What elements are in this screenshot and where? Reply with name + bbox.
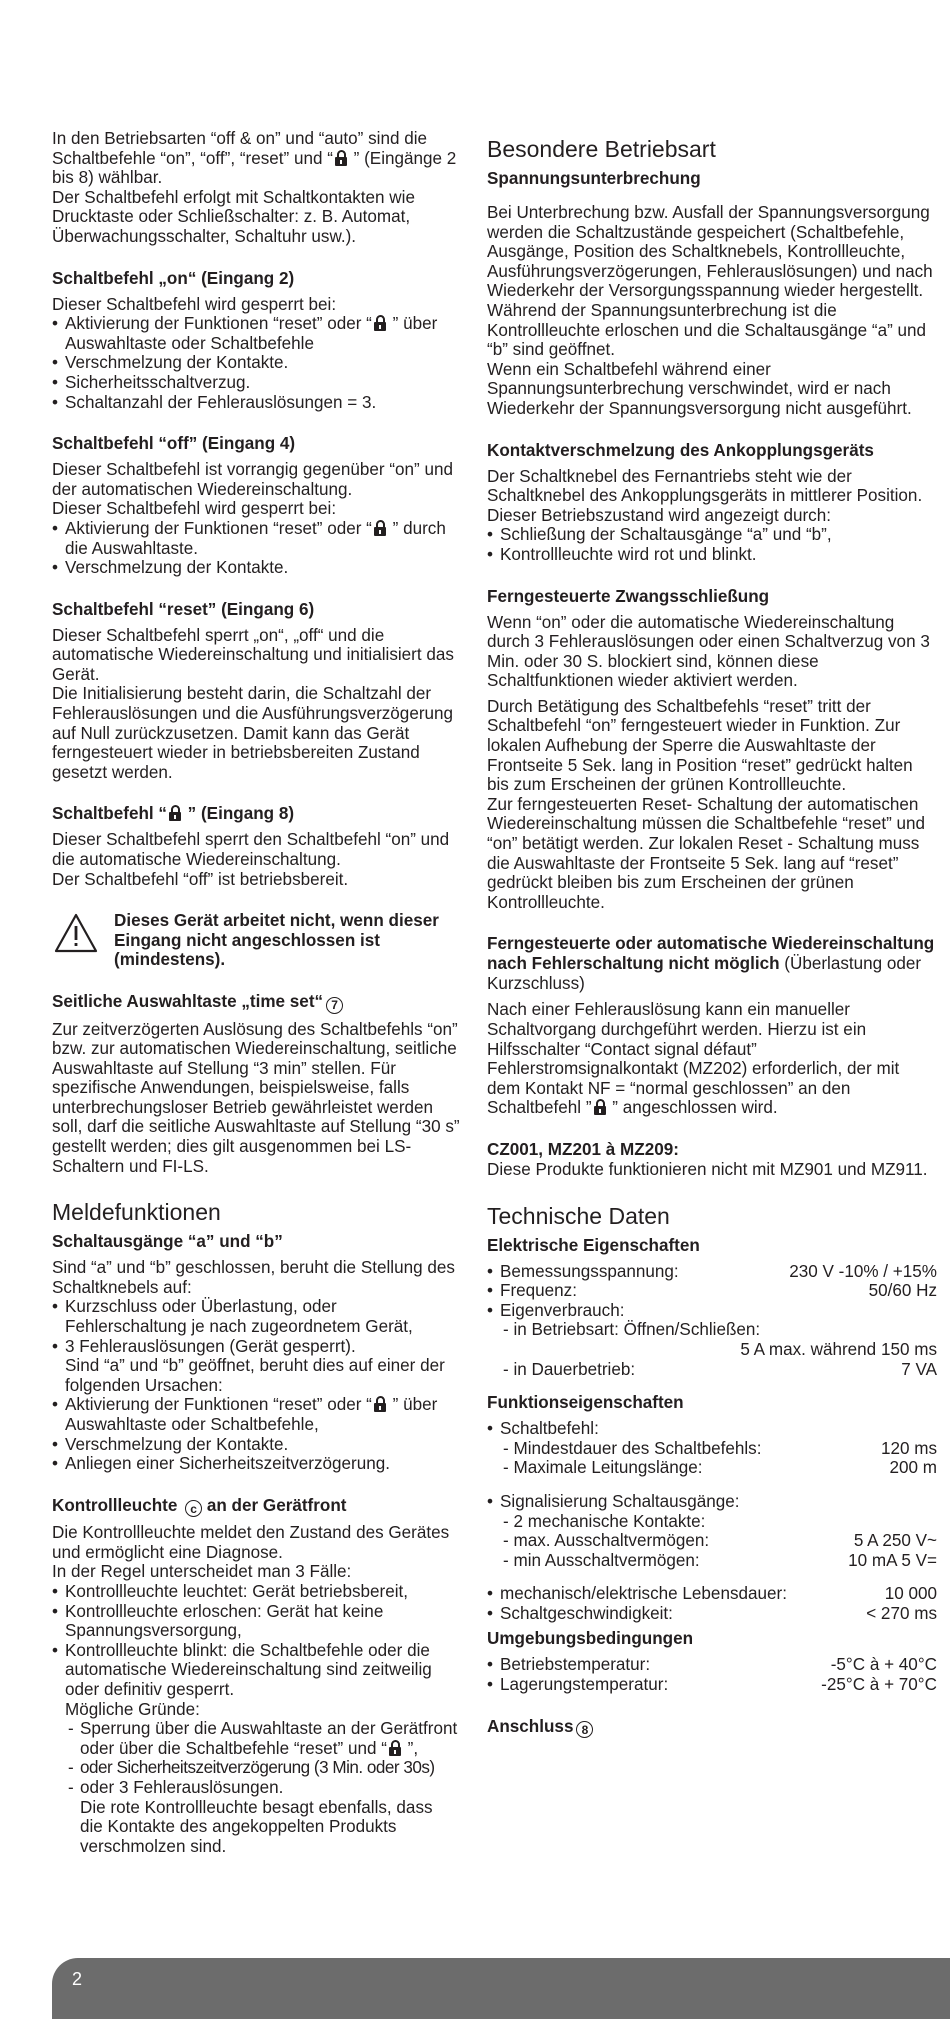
spec-row: - min Ausschaltvermögen: 10 mA 5 V= xyxy=(503,1550,937,1570)
off-list xyxy=(52,519,460,578)
spec-row: • Lagerungstemperatur: -25°C à + 70°C xyxy=(487,1675,937,1695)
lock-icon xyxy=(594,1099,606,1115)
zwang-text-2: Durch Betätigung des Schaltbefehls “reset” tritt der Schaltbefehl “on” ferngesteuert wieder in Funktion. Zur lokalen Aufhebung der Sperre die Auswahltaste der Frontseite 5 Sek. lang in Position “reset” gedrückt halten bis zum Erscheinen der grünen Kontrollleuchte. xyxy=(487,696,913,795)
kontakt-text-2: Dieser Betriebszustand wird angezeigt durch: xyxy=(487,505,831,525)
left-column xyxy=(52,129,460,1856)
spec-row: • Eigenverbrauch: xyxy=(487,1301,937,1321)
list-item: • Aktivierung der Funktionen “reset” oder “ ” über Auswahltaste oder Schaltbefehle, xyxy=(52,1395,460,1434)
page-footer xyxy=(52,1958,950,2019)
page-number: 2 xyxy=(72,1969,83,1989)
list-item: • Schaltanzahl der Fehlerauslösungen = 3. xyxy=(52,393,460,413)
warning-box xyxy=(52,911,460,970)
list-item: • 3 Fehlerauslösungen (Gerät gesperrt). Sind “a” und “b” geöffnet, beruht dies auf einer der folgenden Ursachen: xyxy=(52,1337,460,1396)
callout-letter: c xyxy=(185,1500,202,1517)
list-item: - oder Sicherheitszeitverzögerung (3 Min. oder 30s) xyxy=(68,1758,460,1778)
lock-icon xyxy=(335,150,347,166)
list-item: • Kurzschluss oder Überlastung, oder Fehlerschaltung je nach zugeordnetem Gerät, xyxy=(52,1297,460,1336)
on-list xyxy=(52,314,460,412)
lock-icon xyxy=(374,315,386,331)
off-text-2: Dieser Schaltbefehl wird gesperrt bei: xyxy=(52,499,337,519)
intro-text-2: Der Schaltbefehl erfolgt mit Schaltkontakten wie Drucktaste oder Schließschalter: z. B. Automat, Überwachungsschalter, Schaltuhr usw.). xyxy=(52,187,415,246)
spec-row: • Betriebstemperatur: -5°C à + 40°C xyxy=(487,1655,937,1675)
warning-triangle-icon xyxy=(54,913,98,953)
list-item: • Verschmelzung der Kontakte. xyxy=(52,558,460,578)
spec-row: - 2 mechanische Kontakte: xyxy=(503,1511,706,1531)
heading-meldefunktionen: Meldefunktionen xyxy=(52,1199,221,1226)
spec-row: • mechanisch/elektrische Lebensdauer: 10 000 xyxy=(487,1584,937,1604)
list-item: • Kontrollleuchte blinkt: die Schaltbefehle oder die automatische Wiedereinschaltung sind zeitweilig oder definitiv gesperrt. Mögliche Gründe: xyxy=(52,1641,460,1719)
section-title-on: Schaltbefehl „on“ (Eingang 2) xyxy=(52,268,295,288)
zwang-text-3: Zur ferngesteuerten Reset- Schaltung der automatischen Wiedereinschaltung müssen die Schaltbefehle “reset” und “on” betätigt werden. Zur lokalen Reset - Schaltung muss die Auswahltaste der Frontseite 5 Sek. lang auf “reset” gedrückt bleiben bis zum Erscheinen der grünen Kontrollleuchte. xyxy=(487,794,926,912)
list-item: - Sperrung über die Auswahltaste an der Gerätfront oder über die Schaltbefehle “reset” und “ ”, xyxy=(68,1719,460,1758)
lock-text-2: Der Schaltbefehl “off” ist betriebsbereit. xyxy=(52,869,349,889)
spec-row: - in Betriebsart: Öffnen/Schließen: xyxy=(503,1320,761,1340)
on-text: Dieser Schaltbefehl wird gesperrt bei: xyxy=(52,294,337,314)
timeset-text: Zur zeitverzögerten Auslösung des Schaltbefehls “on” bzw. zur automatischen Wiedereinschaltung, seitliche Auswahltaste auf Stellung “3 min” stellen. Für spezifische Anwendungen, beispielsweise, falls unterbrechungsloser Betrieb gewährleistet werden soll, darf die seitliche Auswahltaste auf Stellung “30 s” gestellt werden; dies gilt ausgenommen bei LS-Schaltern und FI-LS. xyxy=(52,1019,460,1176)
off-text-1: Dieser Schaltbefehl ist vorrangig gegenüber “on” und der automatischen Wiedereinschaltung. xyxy=(52,460,453,499)
kontroll-list xyxy=(52,1582,460,1719)
lock-icon xyxy=(374,1396,386,1412)
spec-row: • Bemessungsspannung: 230 V -10% / +15% xyxy=(487,1262,937,1282)
list-item: • Kontrollleuchte leuchtet: Gerät betriebsbereit, xyxy=(52,1582,460,1602)
spec-value: 5 A max. während 150 ms xyxy=(740,1339,937,1359)
zwang-text-1: Wenn “on” oder die automatische Wiedereinschaltung durch 3 Fehlerauslösungen oder einen Schaltverzug von 3 Min. oder 30 S. blockiert sind, können diese Schaltfunktionen wieder aktiviert werden. xyxy=(487,612,930,691)
section-title-auto: Ferngesteuerte oder automatische Wiedereinschaltung nach Fehlerschaltung nicht möglich (Überlastung oder Kurzschluss) xyxy=(487,934,935,994)
spec-row: • Schaltgeschwindigkeit: < 270 ms xyxy=(487,1604,937,1624)
reset-text-1: Dieser Schaltbefehl sperrt „on“, „off“ und die automatische Wiedereinschaltung und initialisiert das Gerät. xyxy=(52,625,454,684)
meld-text-1: Sind “a” und “b” geschlossen, beruht die Stellung des Schaltknebels auf: xyxy=(52,1258,455,1297)
spannung-text-2: Wenn ein Schaltbefehl während einer Spannungsunterbrechung verschwindet, wird er nach Wiederkehr der Spannungsversorgung nicht ausgeführt. xyxy=(487,359,912,418)
lock-icon xyxy=(389,1740,401,1756)
kontroll-text-2: In der Regel unterscheidet man 3 Fälle: xyxy=(52,1562,352,1582)
list-item: • Schließung der Schaltausgänge “a” und “b”, xyxy=(487,525,937,545)
list-item: • Aktivierung der Funktionen “reset” oder “ ” über Auswahltaste oder Schaltbefehle xyxy=(52,314,460,353)
list-item: - oder 3 Fehlerauslösungen. Die rote Kontrollleuchte besagt ebenfalls, dass die Kontakte des angekoppelten Produkts verschmolzen sind. xyxy=(68,1778,460,1856)
lock-icon xyxy=(374,520,386,536)
section-title-elektrisch: Elektrische Eigenschaften xyxy=(487,1235,700,1255)
section-title-spannung: Spannungsunterbrechung xyxy=(487,169,701,188)
spec-row: - max. Ausschaltvermögen: 5 A 250 V~ xyxy=(503,1531,937,1551)
kontakt-text-1: Der Schaltknebel des Fernantriebs steht wie der Schaltknebel des Ankopplungsgeräts in mittlerer Position. xyxy=(487,466,923,506)
heading-besondere-betriebsart: Besondere Betriebsart xyxy=(487,136,716,162)
kontakt-list xyxy=(487,525,937,564)
lock-icon xyxy=(169,805,181,821)
section-title-kontrollleuchte: Kontrollleuchte c an der Gerätfront xyxy=(52,1495,347,1516)
gruende-list xyxy=(52,1719,460,1856)
list-item: • Aktivierung der Funktionen “reset” oder “ ” durch die Auswahltaste. xyxy=(52,519,460,558)
section-title-anschluss: Anschluss 8 xyxy=(487,1717,937,1739)
list-item: • Kontrollleuchte erloschen: Gerät hat keine Spannungsversorgung, xyxy=(52,1602,460,1641)
reset-text-2: Die Initialisierung besteht darin, die Schaltzahl der Fehlerauslösungen und die Ausführungsverzögerung auf Null zurückzusetzen. Damit kann das Gerät ferngesteuert wieder in betriebsbereiten Zustand gesetzt werden. xyxy=(52,684,454,782)
list-item: • Verschmelzung der Kontakte. xyxy=(52,1435,460,1455)
list-item: • Kontrollleuchte wird rot und blinkt. xyxy=(487,545,937,565)
spec-row: • Frequenz: 50/60 Hz xyxy=(487,1281,937,1301)
section-title-timeset: Seitliche Auswahltaste „time set“ 7 xyxy=(52,992,460,1014)
section-title-zwang: Ferngesteuerte Zwangsschließung xyxy=(487,586,770,606)
list-item: • Anliegen einer Sicherheitszeitverzögerung. xyxy=(52,1454,460,1474)
section-title-umgebung: Umgebungsbedingungen xyxy=(487,1629,694,1649)
callout-number: 7 xyxy=(326,997,343,1014)
spec-row: • Schaltbefehl: xyxy=(487,1419,937,1439)
spec-row: - in Dauerbetrieb: 7 VA xyxy=(503,1359,937,1379)
meld-list-1 xyxy=(52,1297,460,1473)
callout-number: 8 xyxy=(576,1721,593,1738)
spec-row: - Mindestdauer des Schaltbefehls: 120 ms xyxy=(503,1438,937,1458)
auto-text: Nach einer Fehlerauslösung kann ein manueller Schaltvorgang durchgeführt werden. Hierzu ist ein Hilfsschalter “Contact signal défaut” Fehlerstromsignalkontakt (MZ202) erforderlich, der mit dem Kontakt NF = “normal geschlossen” an den Schaltbefehl ” ” angeschlossen wird. xyxy=(487,1000,900,1118)
spannung-text-1: Bei Unterbrechung bzw. Ausfall der Spannungsversorgung werden die Schaltzustände gespeichert (Schaltbefehle, Ausgänge, Position des Schaltknebels, Kontrollleuchte, Ausführungsverzögerungen, Fehlerauslösungen) und nach Wiederkehr der Versorgungsspannung wieder hergestellt. Während der Spannungsunterbrechung ist die Kontrollleuchte erloschen und die Schaltausgänge “a” und “b” sind geöffnet. xyxy=(487,203,933,360)
section-title-funktion: Funktionseigenschaften xyxy=(487,1393,684,1413)
spec-row: • Signalisierung Schaltausgänge: xyxy=(487,1492,937,1512)
intro-text: In den Betriebsarten “off & on” und “auto” sind die Schaltbefehle “on”, “off”, “reset” und “ ” (Eingänge 2 bis 8) wählbar. xyxy=(52,129,457,188)
cz-text: Diese Produkte funktionieren nicht mit MZ901 und MZ911. xyxy=(487,1159,928,1179)
kontroll-text-1: Die Kontrollleuchte meldet den Zustand des Gerätes und ermöglicht eine Diagnose. xyxy=(52,1523,450,1562)
lock-text-1: Dieser Schaltbefehl sperrt den Schaltbefehl “on” und die automatische Wiedereinschaltung. xyxy=(52,830,450,870)
section-title-off: Schaltbefehl “off” (Eingang 4) xyxy=(52,434,296,454)
spec-row: - Maximale Leitungslänge: 200 m xyxy=(503,1458,937,1478)
heading-technische-daten: Technische Daten xyxy=(487,1202,670,1229)
section-title-lock: Schaltbefehl “ ” (Eingang 8) xyxy=(52,804,295,824)
section-title-kontakt: Kontaktverschmelzung des Ankopplungsgeräts xyxy=(487,440,874,460)
section-title-schaltausgaenge: Schaltausgänge “a” und “b” xyxy=(52,1232,283,1252)
warning-text: Dieses Gerät arbeitet nicht, wenn dieser Eingang nicht angeschlossen ist (mindestens). xyxy=(114,911,439,970)
section-title-cz: CZ001, MZ201 à MZ209: xyxy=(487,1139,679,1159)
list-item: • Sicherheitsschaltverzug. xyxy=(52,373,460,393)
list-item: • Verschmelzung der Kontakte. xyxy=(52,353,460,373)
right-column xyxy=(487,135,937,1738)
section-title-reset: Schaltbefehl “reset” (Eingang 6) xyxy=(52,599,315,619)
